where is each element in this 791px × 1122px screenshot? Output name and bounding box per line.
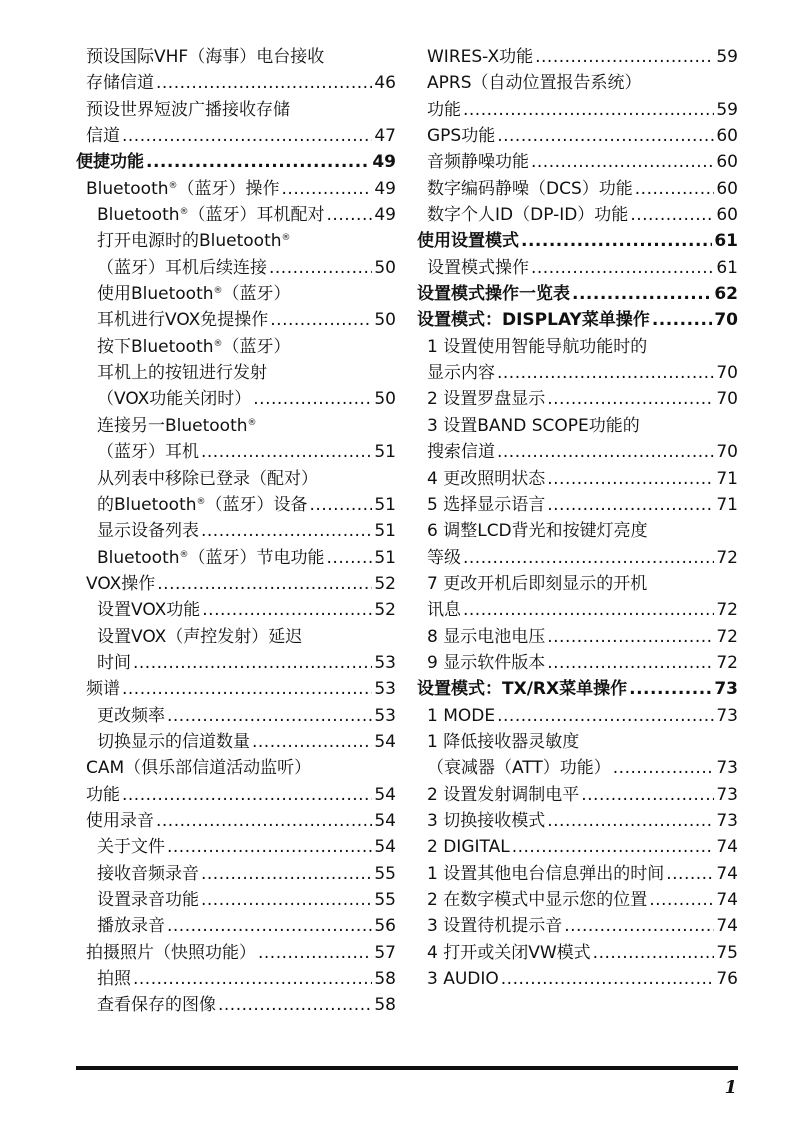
toc-entry bbox=[76, 281, 396, 307]
toc-entry bbox=[76, 808, 396, 834]
toc-entry-page: 73 bbox=[716, 758, 738, 779]
toc-entry-title: 功能 bbox=[427, 99, 461, 120]
toc-dot-leader bbox=[167, 834, 372, 860]
toc-dot-leader bbox=[635, 176, 715, 202]
toc-entry bbox=[76, 887, 396, 913]
toc-entry-title: 频谱 bbox=[86, 679, 120, 700]
toc-entry bbox=[417, 307, 738, 333]
toc-entry bbox=[76, 70, 396, 96]
toc-entry-page: 49 bbox=[374, 178, 396, 199]
toc-entry-page: 54 bbox=[374, 837, 396, 858]
toc-dot-leader bbox=[310, 492, 373, 518]
toc-entry bbox=[76, 782, 396, 808]
toc-entry bbox=[76, 386, 396, 412]
toc-entry-page: 51 bbox=[374, 442, 396, 463]
toc-left-column bbox=[76, 44, 396, 1019]
toc-entry bbox=[417, 255, 738, 281]
toc-entry-page: 56 bbox=[374, 916, 396, 937]
toc-entry-page: 73 bbox=[716, 705, 738, 726]
toc-entry-page: 70 bbox=[716, 442, 738, 463]
toc-dot-leader bbox=[156, 808, 372, 834]
toc-entry-page: 53 bbox=[374, 705, 396, 726]
toc-entry-title: 时间 bbox=[97, 652, 131, 673]
toc-entry bbox=[417, 202, 738, 228]
toc-dot-leader bbox=[201, 439, 372, 465]
toc-dot-leader bbox=[253, 386, 372, 412]
toc-entry bbox=[417, 228, 738, 254]
toc-entry-page: 60 bbox=[716, 126, 738, 147]
toc-entry-page: 58 bbox=[374, 969, 396, 990]
toc-entry bbox=[76, 360, 396, 386]
toc-entry-page: 74 bbox=[716, 916, 738, 937]
toc-entry-page: 74 bbox=[716, 890, 738, 910]
toc-entry-title: 连接另一Bluetooth® bbox=[97, 415, 257, 436]
toc-entry-title: 设置VOX功能 bbox=[97, 600, 201, 621]
toc-dot-leader bbox=[531, 149, 714, 175]
toc-entry bbox=[76, 729, 396, 755]
toc-dot-leader bbox=[463, 597, 714, 623]
toc-entry-page: 58 bbox=[374, 995, 396, 1016]
toc-entry bbox=[76, 861, 396, 887]
toc-entry-title: 设置模式：TX/RX菜单操作 bbox=[417, 679, 628, 700]
toc-entry-page: 60 bbox=[716, 178, 738, 199]
toc-entry bbox=[417, 782, 738, 808]
toc-entry bbox=[417, 887, 738, 913]
toc-entry bbox=[76, 755, 396, 781]
toc-entry bbox=[76, 834, 396, 860]
toc-entry bbox=[76, 966, 396, 992]
toc-dot-leader bbox=[547, 808, 714, 834]
toc-entry-page: 54 bbox=[374, 731, 396, 752]
toc-entry-page: 52 bbox=[374, 573, 396, 594]
toc-entry-title: 存储信道 bbox=[86, 73, 154, 94]
toc-entry-title: 打开电源时的Bluetooth® bbox=[97, 231, 291, 252]
toc-dot-leader bbox=[201, 861, 372, 887]
toc-entry-title: 接收音频录音 bbox=[97, 863, 199, 884]
toc-entry-title: 5 选择显示语言 bbox=[427, 494, 546, 515]
toc-entry-page: 55 bbox=[374, 890, 396, 910]
toc-entry-title: （衰减器（ATT）功能） bbox=[427, 758, 611, 779]
toc-entry-title: 数字编码静噪（DCS）功能 bbox=[427, 178, 633, 199]
toc-entry-title: 1 MODE bbox=[427, 705, 496, 726]
toc-entry bbox=[76, 307, 396, 333]
toc-dot-leader bbox=[535, 44, 714, 70]
toc-entry-page: 74 bbox=[716, 863, 738, 884]
toc-entry-title: 显示设备列表 bbox=[97, 521, 199, 542]
toc-dot-leader bbox=[133, 966, 372, 992]
toc-dot-leader bbox=[629, 676, 712, 702]
toc-dot-leader bbox=[463, 97, 714, 123]
toc-entry bbox=[417, 571, 738, 597]
toc-entry-title: 便捷功能 bbox=[76, 152, 144, 173]
toc-entry-page: 59 bbox=[716, 47, 738, 67]
toc-entry bbox=[76, 545, 396, 571]
toc-entry-title: 切换显示的信道数量 bbox=[97, 731, 250, 752]
toc-dot-leader bbox=[258, 940, 372, 966]
toc-entry bbox=[417, 650, 738, 676]
toc-dot-leader bbox=[649, 887, 714, 913]
toc-entry bbox=[417, 70, 738, 96]
toc-dot-leader bbox=[497, 360, 714, 386]
toc-dot-leader bbox=[564, 913, 714, 939]
toc-entry bbox=[417, 386, 738, 412]
toc-entry bbox=[417, 624, 738, 650]
toc-entry-page: 72 bbox=[716, 626, 738, 647]
toc-entry-title: 3 AUDIO bbox=[427, 969, 499, 990]
toc-entry bbox=[76, 228, 396, 254]
toc-entry-page: 50 bbox=[374, 389, 396, 410]
toc-entry-title: 按下Bluetooth®（蓝牙） bbox=[97, 336, 291, 357]
toc-dot-leader bbox=[122, 676, 372, 702]
toc-entry-page: 59 bbox=[716, 99, 738, 120]
toc-entry-page: 70 bbox=[716, 363, 738, 384]
toc-entry bbox=[76, 176, 396, 202]
toc-dot-leader bbox=[593, 940, 715, 966]
toc-entry-title: APRS（自动位置报告系统） bbox=[427, 73, 642, 94]
toc-dot-leader bbox=[122, 782, 372, 808]
toc-entry bbox=[417, 492, 738, 518]
toc-entry bbox=[417, 466, 738, 492]
toc-entry-title: 显示内容 bbox=[427, 363, 495, 384]
toc-entry-page: 50 bbox=[374, 257, 396, 278]
toc-entry-page: 55 bbox=[374, 863, 396, 884]
toc-entry-title: WIRES-X功能 bbox=[427, 47, 534, 67]
toc-entry-title: 6 调整LCD背光和按键灯亮度 bbox=[427, 521, 648, 542]
toc-entry bbox=[76, 492, 396, 518]
toc-entry-page: 70 bbox=[714, 310, 738, 331]
toc-entry-page: 60 bbox=[716, 205, 738, 226]
toc-entry-title: 9 显示软件版本 bbox=[427, 652, 546, 673]
toc-entry bbox=[417, 149, 738, 175]
toc-entry-title: 功能 bbox=[86, 784, 120, 805]
toc-entry bbox=[417, 755, 738, 781]
toc-dot-leader bbox=[157, 571, 372, 597]
toc-dot-leader bbox=[156, 70, 372, 96]
toc-entry bbox=[76, 413, 396, 439]
toc-entry-title: 4 打开或关闭VW模式 bbox=[427, 942, 591, 963]
toc-entry-page: 72 bbox=[716, 652, 738, 673]
toc-dot-leader bbox=[547, 386, 714, 412]
toc-entry-title: （VOX功能关闭时） bbox=[97, 389, 252, 410]
toc-entry-title: 讯息 bbox=[427, 600, 461, 621]
toc-entry-page: 74 bbox=[716, 837, 738, 858]
toc-entry bbox=[76, 940, 396, 966]
toc-entry bbox=[76, 202, 396, 228]
toc-entry-title: 使用Bluetooth®（蓝牙） bbox=[97, 284, 291, 305]
toc-dot-leader bbox=[282, 176, 373, 202]
toc-entry-title: CAM（俱乐部信道活动监听） bbox=[86, 758, 312, 779]
toc-dot-leader bbox=[521, 228, 712, 254]
toc-entry-page: 53 bbox=[374, 652, 396, 673]
toc-entry bbox=[76, 44, 396, 70]
toc-entry-page: 72 bbox=[716, 600, 738, 621]
toc-dot-leader bbox=[652, 307, 713, 333]
toc-entry-title: 3 设置待机提示音 bbox=[427, 916, 563, 937]
toc-entry bbox=[76, 518, 396, 544]
toc-dot-leader bbox=[252, 729, 372, 755]
toc-entry-title: 搜索信道 bbox=[427, 442, 495, 463]
toc-entry bbox=[76, 255, 396, 281]
toc-entry-page: 52 bbox=[374, 600, 396, 621]
toc-entry-title: 2 设置罗盘显示 bbox=[427, 389, 546, 410]
toc-entry-page: 71 bbox=[716, 494, 738, 515]
page-number: 1 bbox=[724, 1077, 737, 1098]
toc-entry bbox=[417, 545, 738, 571]
toc-entry-title: GPS功能 bbox=[427, 126, 496, 147]
toc-entry-page: 62 bbox=[714, 284, 738, 305]
toc-entry-title: 7 更改开机后即刻显示的开机 bbox=[427, 573, 648, 594]
toc-entry-page: 54 bbox=[374, 810, 396, 831]
toc-entry bbox=[76, 571, 396, 597]
toc-entry-title: 3 切换接收模式 bbox=[427, 810, 546, 831]
toc-dot-leader bbox=[122, 123, 372, 149]
toc-dot-leader bbox=[202, 597, 372, 623]
toc-entry bbox=[417, 703, 738, 729]
toc-entry-title: 8 显示电池电压 bbox=[427, 626, 546, 647]
toc-entry-page: 76 bbox=[716, 969, 738, 990]
toc-entry-title: 1 降低接收器灵敏度 bbox=[427, 731, 580, 752]
toc-entry-page: 60 bbox=[716, 152, 738, 173]
toc-entry-title: 设置VOX（声控发射）延迟 bbox=[97, 626, 303, 647]
toc-entry-page: 51 bbox=[374, 521, 396, 542]
toc-dot-leader bbox=[463, 545, 714, 571]
toc-entry-title: 信道 bbox=[86, 126, 120, 147]
toc-entry-title: 设置模式操作 bbox=[427, 257, 529, 278]
toc-entry-title: 耳机上的按钮进行发射 bbox=[97, 363, 267, 384]
toc-entry-title: 预设世界短波广播接收存储 bbox=[86, 99, 290, 120]
toc-entry-page: 72 bbox=[716, 547, 738, 568]
toc-entry-title: 2 在数字模式中显示您的位置 bbox=[427, 890, 648, 910]
toc-entry-title: 数字个人ID（DP-ID）功能 bbox=[427, 205, 629, 226]
toc-entry-title: 设置录音功能 bbox=[97, 890, 199, 910]
toc-entry bbox=[417, 123, 738, 149]
toc-entry-title: 播放录音 bbox=[97, 916, 165, 937]
toc-dot-leader bbox=[630, 202, 714, 228]
toc-entry bbox=[417, 834, 738, 860]
toc-dot-leader bbox=[666, 861, 714, 887]
toc-entry-page: 73 bbox=[714, 679, 738, 700]
toc-dot-leader bbox=[270, 307, 372, 333]
toc-entry-title: 2 设置发射调制电平 bbox=[427, 784, 580, 805]
toc-entry bbox=[417, 808, 738, 834]
toc-dot-leader bbox=[613, 755, 715, 781]
toc-entry bbox=[417, 518, 738, 544]
toc-entry-page: 49 bbox=[374, 205, 396, 226]
toc-entry bbox=[76, 992, 396, 1018]
toc-dot-leader bbox=[547, 466, 714, 492]
toc-entry-page: 49 bbox=[372, 152, 396, 173]
toc-dot-leader bbox=[547, 650, 714, 676]
toc-entry-page: 53 bbox=[374, 679, 396, 700]
toc-dot-leader bbox=[547, 492, 714, 518]
toc-entry-page: 61 bbox=[716, 257, 738, 278]
toc-dot-leader bbox=[327, 202, 373, 228]
toc-entry-title: 耳机进行VOX免提操作 bbox=[97, 310, 269, 331]
toc-dot-leader bbox=[146, 149, 370, 175]
toc-entry bbox=[417, 597, 738, 623]
toc-entry-page: 70 bbox=[716, 389, 738, 410]
toc-entry-title: Bluetooth®（蓝牙）耳机配对 bbox=[97, 205, 325, 226]
toc-right-column bbox=[417, 44, 738, 992]
toc-entry-page: 46 bbox=[374, 73, 396, 94]
toc-entry bbox=[76, 334, 396, 360]
toc-dot-leader bbox=[581, 782, 714, 808]
toc-entry bbox=[417, 281, 738, 307]
toc-entry bbox=[417, 360, 738, 386]
toc-entry-page: 51 bbox=[374, 547, 396, 568]
toc-entry-page: 57 bbox=[374, 942, 396, 963]
toc-dot-leader bbox=[167, 703, 372, 729]
toc-entry bbox=[417, 966, 738, 992]
toc-entry-title: 使用设置模式 bbox=[417, 231, 519, 252]
toc-entry-page: 75 bbox=[716, 942, 738, 963]
toc-entry-title: 更改频率 bbox=[97, 705, 165, 726]
toc-entry-title: 1 设置其他电台信息弹出的时间 bbox=[427, 863, 665, 884]
toc-entry-title: （蓝牙）耳机后续连接 bbox=[97, 257, 267, 278]
toc-entry-page: 61 bbox=[714, 231, 738, 252]
toc-entry-page: 50 bbox=[374, 310, 396, 331]
toc-dot-leader bbox=[572, 281, 712, 307]
toc-entry-title: 从列表中移除已登录（配对） bbox=[97, 468, 318, 489]
toc-dot-leader bbox=[133, 650, 372, 676]
toc-entry-page: 47 bbox=[374, 126, 396, 147]
toc-entry-title: （蓝牙）耳机 bbox=[97, 442, 199, 463]
toc-entry-title: 关于文件 bbox=[97, 837, 165, 858]
toc-dot-leader bbox=[269, 255, 372, 281]
toc-dot-leader bbox=[201, 518, 372, 544]
toc-entry-title: 设置模式操作一览表 bbox=[417, 284, 570, 305]
toc-entry bbox=[76, 149, 396, 175]
toc-entry bbox=[417, 729, 738, 755]
toc-dot-leader bbox=[497, 439, 714, 465]
toc-entry-title: 拍照 bbox=[97, 969, 131, 990]
toc-entry-title: 4 更改照明状态 bbox=[427, 468, 546, 489]
toc-entry-title: 预设国际VHF（海事）电台接收 bbox=[86, 47, 325, 67]
toc-entry bbox=[417, 44, 738, 70]
toc-entry-title: 设置模式：DISPLAY菜单操作 bbox=[417, 310, 650, 331]
toc-entry-title: 2 DIGITAL bbox=[427, 837, 510, 858]
toc-entry bbox=[417, 913, 738, 939]
toc-entry bbox=[76, 439, 396, 465]
toc-entry bbox=[417, 940, 738, 966]
toc-entry-page: 51 bbox=[374, 494, 396, 515]
toc-entry-page: 73 bbox=[716, 810, 738, 831]
toc-dot-leader bbox=[497, 123, 714, 149]
toc-entry bbox=[417, 176, 738, 202]
toc-entry bbox=[76, 703, 396, 729]
toc-entry-title: 音频静噪功能 bbox=[427, 152, 529, 173]
toc-entry-title: 3 设置BAND SCOPE功能的 bbox=[427, 415, 640, 436]
toc-dot-leader bbox=[531, 255, 714, 281]
footer-rule bbox=[76, 1066, 738, 1070]
toc-dot-leader bbox=[218, 992, 372, 1018]
toc-dot-leader bbox=[547, 624, 714, 650]
toc-dot-leader bbox=[512, 834, 715, 860]
toc-entry bbox=[76, 123, 396, 149]
toc-entry bbox=[417, 676, 738, 702]
toc-entry bbox=[417, 97, 738, 123]
toc-entry bbox=[76, 913, 396, 939]
toc-entry bbox=[76, 97, 396, 123]
toc-dot-leader bbox=[497, 703, 714, 729]
toc-entry-title: 1 设置使用智能导航功能时的 bbox=[427, 336, 648, 357]
toc-entry bbox=[76, 624, 396, 650]
toc-entry bbox=[76, 466, 396, 492]
toc-entry-title: 查看保存的图像 bbox=[97, 995, 216, 1016]
toc-entry bbox=[76, 676, 396, 702]
toc-entry bbox=[76, 650, 396, 676]
toc-entry-title: Bluetooth®（蓝牙）节电功能 bbox=[97, 547, 325, 568]
toc-entry bbox=[417, 413, 738, 439]
toc-entry bbox=[417, 439, 738, 465]
toc-entry-title: 等级 bbox=[427, 547, 461, 568]
toc-entry-title: 的Bluetooth®（蓝牙）设备 bbox=[97, 494, 308, 515]
toc-entry bbox=[417, 334, 738, 360]
toc-entry-title: Bluetooth®（蓝牙）操作 bbox=[86, 178, 280, 199]
toc-dot-leader bbox=[201, 887, 372, 913]
toc-entry-page: 54 bbox=[374, 784, 396, 805]
toc-dot-leader bbox=[167, 913, 372, 939]
toc-dot-leader bbox=[501, 966, 715, 992]
toc-entry-title: 使用录音 bbox=[86, 810, 154, 831]
toc-entry bbox=[76, 597, 396, 623]
toc-entry bbox=[417, 861, 738, 887]
toc-entry-title: 拍摄照片（快照功能） bbox=[86, 942, 256, 963]
toc-entry-page: 73 bbox=[716, 784, 738, 805]
toc-entry-title: VOX操作 bbox=[86, 573, 156, 594]
toc-entry-page: 71 bbox=[716, 468, 738, 489]
toc-dot-leader bbox=[327, 545, 373, 571]
